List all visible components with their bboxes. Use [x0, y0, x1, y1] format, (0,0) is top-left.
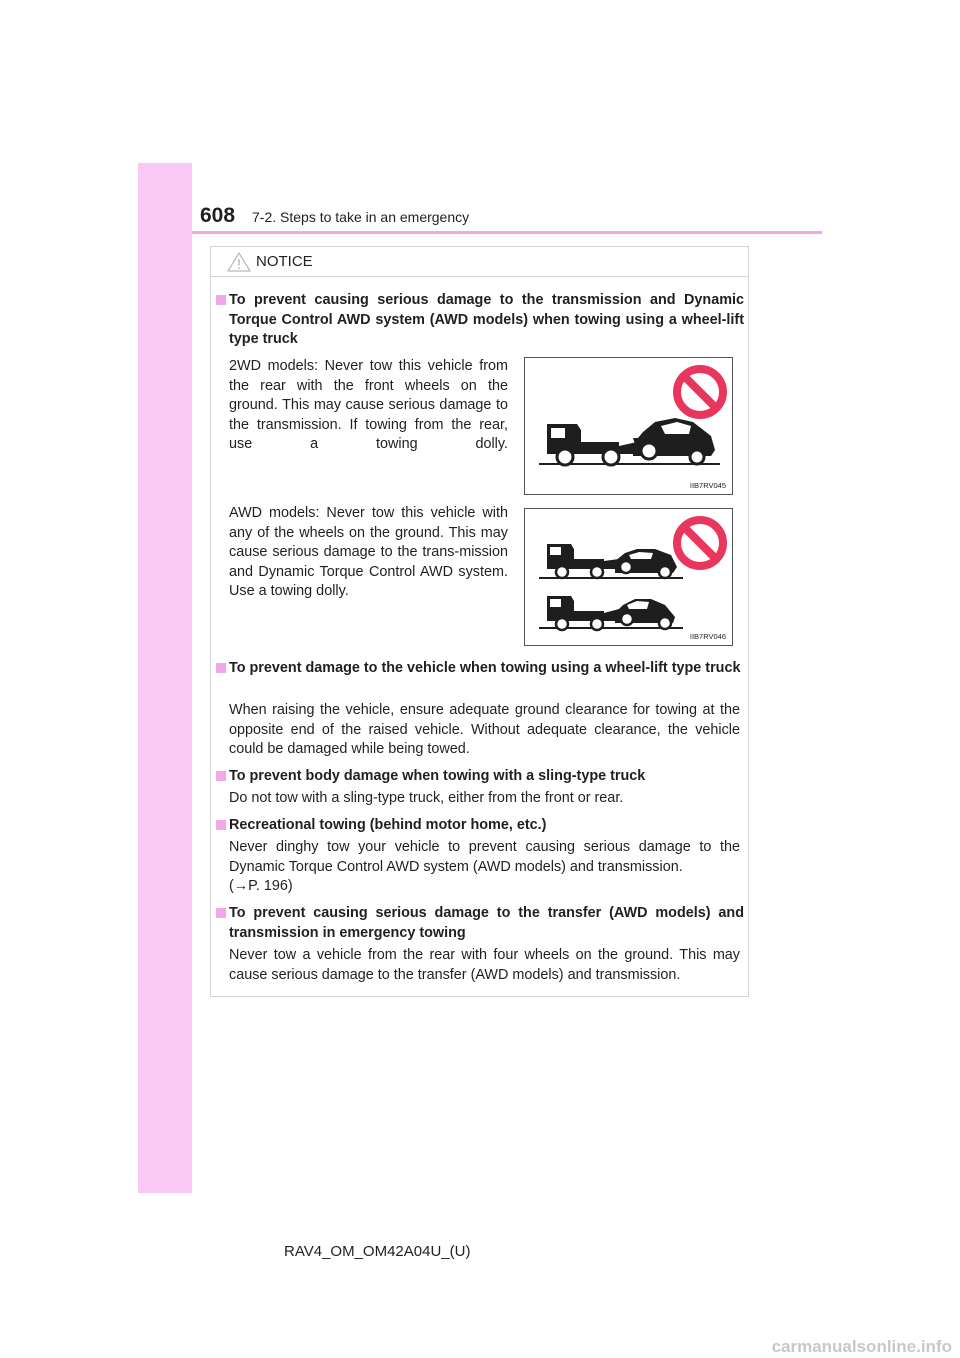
para-2wd: 2WD models: Never tow this vehicle from the rear with the front wheels on the ground. This may cause serious damage to the transmission. If towing from the rear, use a towing dolly. [229, 358, 508, 452]
item-body: Never tow a vehicle from the rear with four wheels on the ground. This may cause serious damage to the transfer (AWD models) and transmission. [229, 947, 740, 983]
tow-truck-illustration [525, 509, 732, 645]
bullet-square-icon [216, 663, 226, 673]
warning-triangle-icon [227, 252, 251, 272]
item-title: To prevent damage to the vehicle when towing using a wheel-lift type truck [229, 660, 741, 676]
item-body: Never dinghy tow your vehicle to prevent causing serious damage to the Dynamic Torque Control AWD system (AWD models) and transmission. [229, 839, 740, 875]
bullet-square-icon [216, 295, 226, 305]
notice-label: NOTICE [256, 253, 313, 270]
section-title: 7-2. Steps to take in an emergency [252, 209, 470, 225]
notice-box [210, 246, 749, 997]
figure-awd-towing [524, 508, 733, 646]
item-title: To prevent body damage when towing with a sling-type truck [229, 768, 646, 784]
item-body: When raising the vehicle, ensure adequate ground clearance for towing at the opposite end of the raised vehicle. Without adequate clearance, the vehicle could be damaged while being towed. [229, 702, 740, 757]
tow-truck-icon [539, 418, 720, 465]
item-title: To prevent causing serious damage to the transfer (AWD models) and transmission in emergency towing [229, 905, 744, 941]
item-title: To prevent causing serious damage to the transmission and Dynamic Torque Control AWD system (AWD models) when towing using a wheel-lift type truck [229, 292, 744, 347]
bullet-square-icon [216, 820, 226, 830]
bullet-square-icon [216, 771, 226, 781]
figure-code: IIB7RV045 [689, 481, 726, 490]
document-code: RAV4_OM_OM42A04U_(U) [284, 1243, 471, 1260]
page-number: 608 [200, 204, 236, 227]
notice-header [211, 247, 748, 277]
para-awd: AWD models: Never tow this vehicle with any of the wheels on the ground. This may cause serious damage to the trans-mission and Dynamic Torque Control AWD system. Use a towing dolly. [229, 505, 508, 599]
figure-2wd-towing [524, 357, 733, 495]
item-body: Do not tow with a sling-type truck, either from the front or rear. [229, 790, 624, 806]
page-reference[interactable]: (→P. 196) [229, 878, 293, 894]
header-rule [192, 231, 822, 234]
tow-truck-illustration [525, 358, 732, 494]
figure-code: IIB7RV046 [689, 632, 726, 641]
prohibition-icon [677, 369, 723, 415]
item-title: Recreational towing (behind motor home, etc.) [229, 817, 547, 833]
prohibition-icon [677, 520, 723, 566]
sidebar-tab [138, 163, 192, 1193]
tow-truck-icon [539, 544, 683, 630]
watermark: carmanualsonline.info [771, 1337, 952, 1356]
bullet-square-icon [216, 908, 226, 918]
